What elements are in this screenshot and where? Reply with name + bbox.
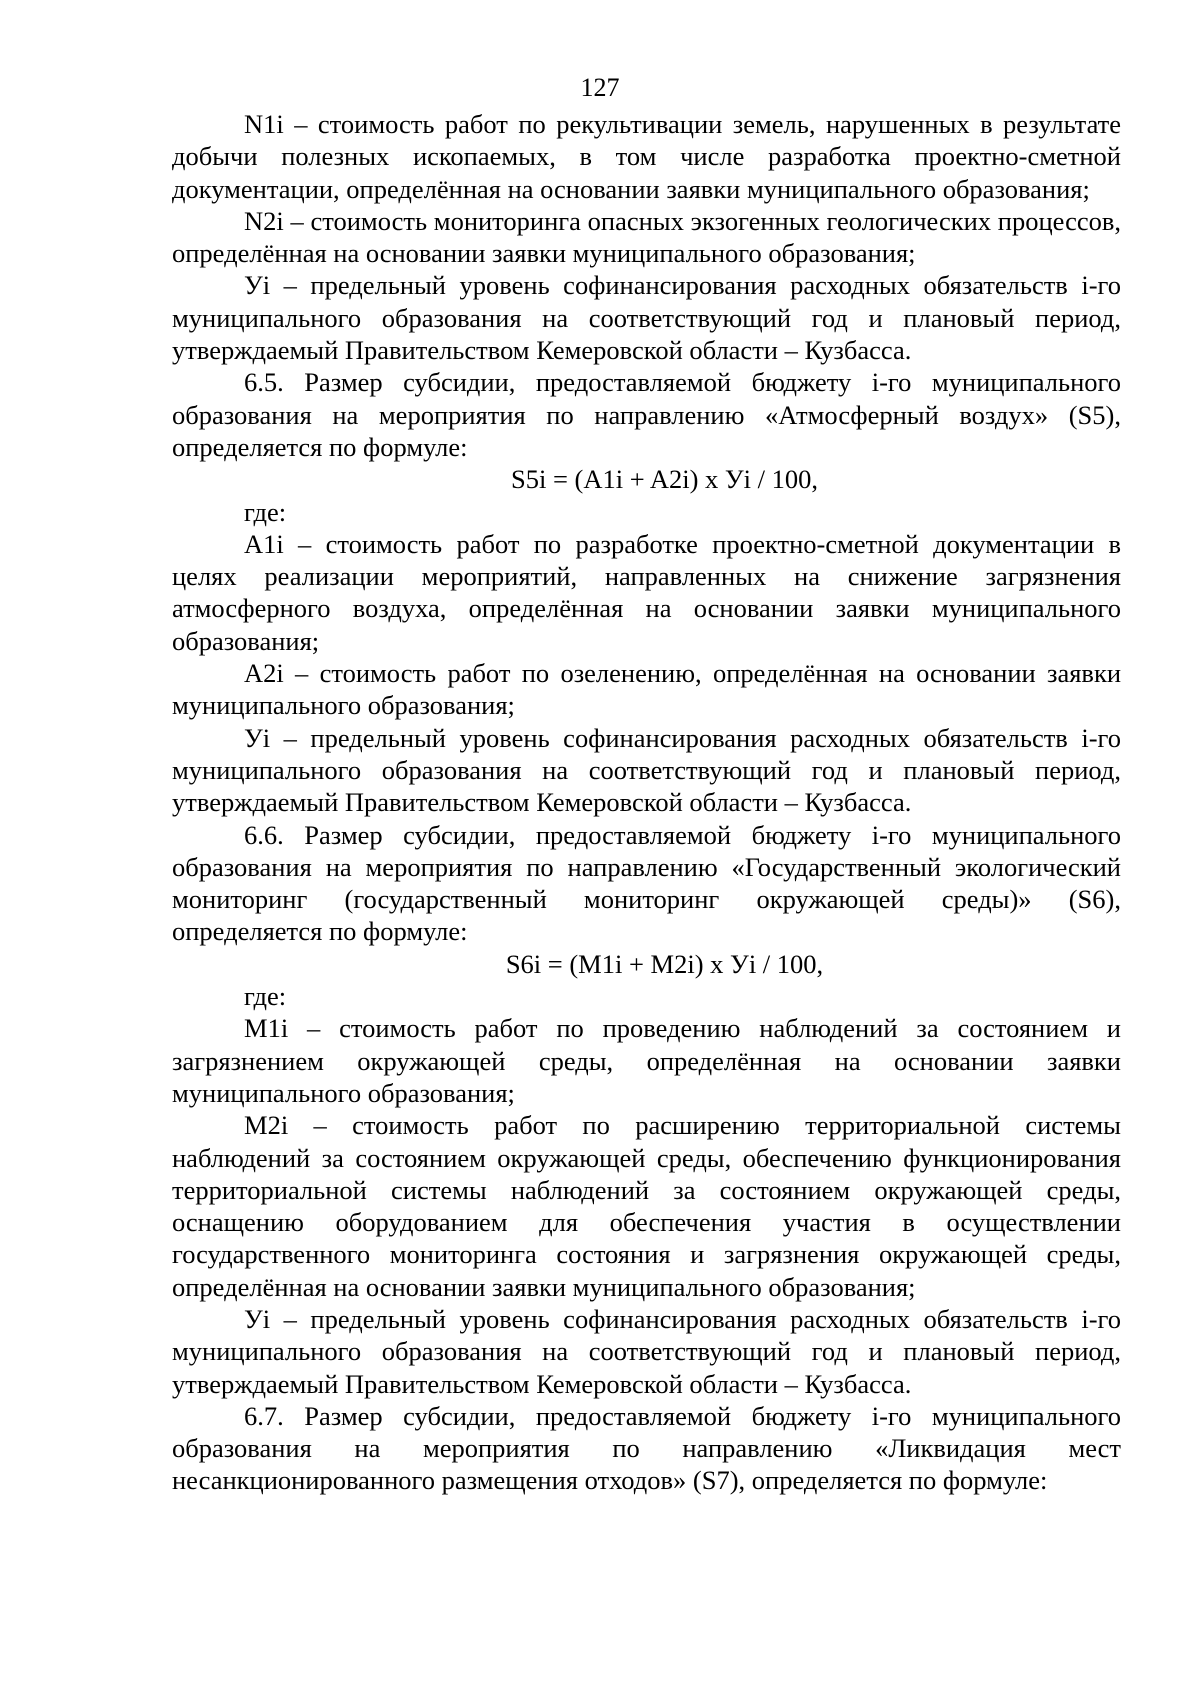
formula-s5: S5i = (A1i + A2i) x Уi / 100, [510,464,819,495]
formula-s6: S6i = (M1i + M2i) x Уi / 100, [505,948,824,979]
definition-yi: Уi – предельный уровень софинансирования расходных обязательств i-го муниципального образования на соответствующий год и плановый период, утверждаемый Правительством Кемеровской области – Кузбасса. [172,270,1121,366]
where-label: где: [244,496,287,527]
definition-a2i: A2i – стоимость работ по озеленению, определённая на основании заявки муниципального образования; [172,658,1121,721]
section-6-6: 6.6. Размер субсидии, предоставляемой бюджету i-го муниципального образования на мероприятия по направлению «Государственный экологический мониторинг (государственный мониторинг окружающей среды)» (S6), определяется по формуле: [172,819,1121,947]
section-6-7: 6.7. Размер субсидии, предоставляемой бюджету i-го муниципального образования на мероприятия по направлению «Ликвидация мест несанкционированного размещения отходов» (S7), определяется по формуле: [172,1400,1121,1496]
definition-n1i: N1i – стоимость работ по рекультивации земель, нарушенных в результате добычи полезных ископаемых, в том числе разработка проектно-сметной документации, определённая на основании заявки муниципального образования; [172,109,1121,204]
where-label: где: [244,981,287,1012]
definition-yi: Уi – предельный уровень софинансирования расходных обязательств i-го муниципального образования на соответствующий год и плановый период, утверждаемый Правительством Кемеровской области – Кузбасса. [172,1303,1121,1399]
document-body [172,108,1121,1497]
definition-m2i: M2i – стоимость работ по расширению территориальной системы наблюдений за состоянием окружающей среды, обеспечению функционирования территориальной системы наблюдений за состоянием окружающей среды, оснащению оборудованием для обеспечения участия в осуществлении государственного мониторинга состояния и загрязнения окружающей среды, определённая на основании заявки муниципального образования; [172,1110,1121,1302]
page-number: 127 [580,73,620,102]
definition-a1i: A1i – стоимость работ по разработке проектно-сметной документации в целях реализации мероприятий, направленных на снижение загрязнения атмосферного воздуха, определённая на основании заявки муниципального образования; [172,528,1121,656]
section-6-5: 6.5. Размер субсидии, предоставляемой бюджету i-го муниципального образования на мероприятия по направлению «Атмосферный воздух» (S5), определяется по формуле: [172,367,1121,462]
definition-n2i: N2i – стоимость мониторинга опасных экзогенных геологических процессов, определённая на основании заявки муниципального образования; [172,205,1121,269]
definition-m1i: M1i – стоимость работ по проведению наблюдений за состоянием и загрязнением окружающей среды, определённая на основании заявки муниципального образования; [172,1013,1121,1108]
definition-yi: Уi – предельный уровень софинансирования расходных обязательств i-го муниципального образования на соответствующий год и плановый период, утверждаемый Правительством Кемеровской области – Кузбасса. [172,722,1121,818]
